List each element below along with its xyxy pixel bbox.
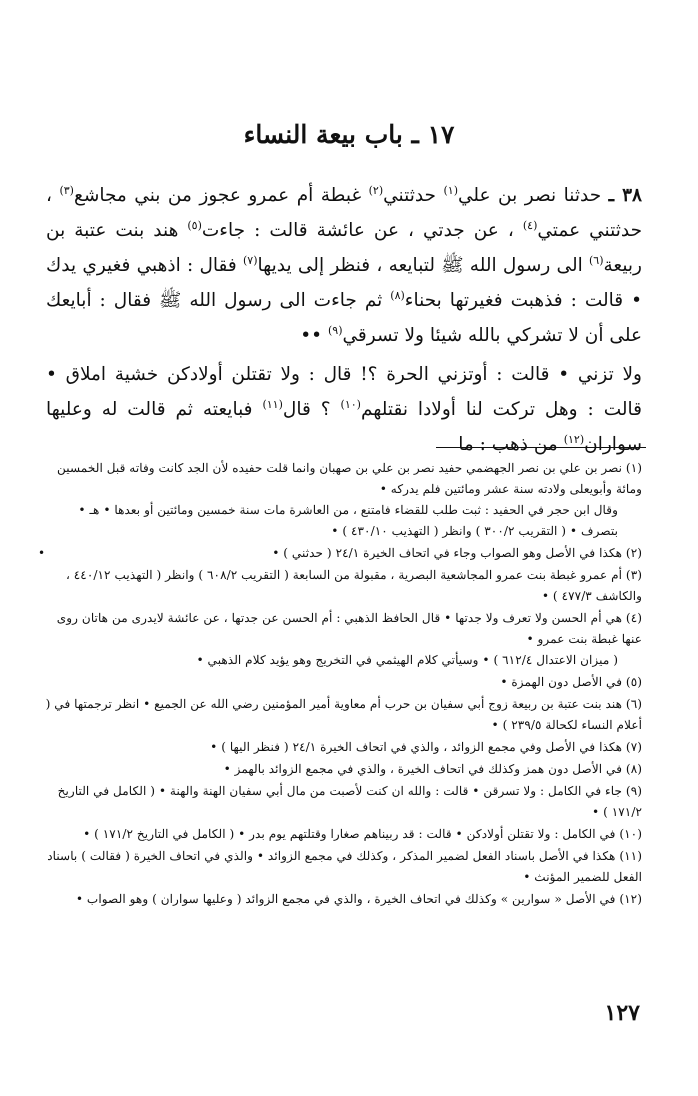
hadith-number: ٣٨ ـ [608, 185, 642, 206]
text-run: الى رسول الله ﷺ لتبايعه ، فنظر إلى يديها [257, 255, 589, 276]
footnote-number: (١١) [615, 849, 642, 863]
footnote-text: هند بنت عتبة بن ربيعة زوج أبي سفيان بن حرب أم معاوية أمير المؤمنين رضي الله عن الجميع • انظر ترجمتها في ( أعلام النساء لكحالة ٢٣٩/٥ ) • [45, 697, 642, 732]
text-run: ولا تزني • قالت : أوتزني الحرة ؟! قال : ولا تقتلن أولادكن خشية املاق • قالت : وهل تركت لنا أولادا نقتلهم [46, 364, 643, 420]
footnote-number: (١) [622, 461, 642, 475]
footnote-text: هكذا في الأصل وفي مجمع الزوائد ، والذي في اتحاف الخيرة ٢٤/١ ( فنظر اليها ) • [210, 740, 623, 754]
footnote [44, 672, 642, 693]
text-run: حدثنا نصر بن علي [457, 185, 602, 206]
text-run: غبطة أم عمرو عجوز من بني مجاشع [73, 185, 369, 206]
text-run: ؟ قال [282, 399, 341, 420]
text-run: ، عن جدتي ، عن عائشة قالت : جاءت [201, 220, 523, 241]
footnote [44, 846, 642, 888]
footnote-ref: (٦) [588, 253, 604, 267]
footnote-text: هكذا في الأصل وهو الصواب وجاء في اتحاف الخيرة ٢٤/١ ( حدثني ) • [272, 546, 623, 560]
footnote-text: ( ميزان الاعتدال ٦١٢/٤ ) • وسيأتي كلام الهيثمي في التخريج وهو يؤيد كلام الذهبي • [196, 653, 618, 667]
footnote-ref: (٧) [242, 253, 258, 267]
footnote-number: (٣) [622, 568, 642, 582]
text-run: ، حدثتني عمتي [46, 185, 643, 241]
footnote-text: في الأصل دون همز وكذلك في اتحاف الخيرة ، والذي في مجمع الزوائد بالهمز • [223, 762, 623, 776]
text-run: حدثتني [383, 185, 444, 206]
footnote [44, 565, 642, 607]
footnote-ref: (٩) [327, 323, 343, 337]
footnote-number: (٧) [622, 740, 642, 754]
footnote-number: (٦) [622, 697, 642, 711]
footnote-ref: (٥) [187, 218, 202, 232]
footnote-ref: (٨) [390, 288, 405, 302]
footnote-text: في الأصل دون الهمزة • [500, 675, 623, 689]
footnote-number: (٥) [622, 675, 642, 689]
footnote [44, 759, 642, 780]
footnote [44, 737, 642, 758]
chapter-title: ١٧ ـ باب بيعة النساء [243, 120, 455, 149]
footnote-ref: (٤) [522, 218, 538, 232]
footnote-number: (٩) [622, 784, 642, 798]
footnote [44, 694, 642, 736]
footnote-ref: (١١) [262, 397, 283, 411]
main-text [46, 178, 642, 462]
footnote-number: (٢) [622, 546, 642, 560]
text-run: فبايعته ثم قالت له وعليها سواران [46, 399, 642, 455]
footnote-divider [436, 447, 646, 448]
footnote-number: (١٢) [615, 892, 642, 906]
footnote [44, 889, 642, 910]
text-run: ثم جاءت الى رسول الله ﷺ فقال : أبايعك على أن لا تشركي بالله شيئا ولا تسرقي [46, 290, 642, 346]
footnotes [38, 458, 642, 911]
text-run: هند بنت عتبة بن ربيعة [46, 220, 642, 276]
footnote [38, 543, 642, 564]
footnote-number: (٨) [622, 762, 642, 776]
paragraph-1 [46, 178, 642, 353]
footnote-text: وقال ابن حجر في الحفيد : ثبت طلب للقضاء فامتنع ، من العاشرة مات سنة خمسين ومائتين أو بعدها • هـ • بتصرف • ( التقريب ٣٠٠/٢ ) وانظر ( التهذيب ٤٣٠/١٠ ) • [78, 503, 618, 538]
footnote-text: جاء في الكامل : ولا تسرقن • قالت : والله ان كنت لأصبت من مال أبي سفيان الهنة والهنة • ( الكامل في التاريخ ١٧١/٢ ) • [57, 784, 642, 819]
footnote-ref: (١) [443, 183, 458, 197]
footnote-ref: (٢) [368, 183, 384, 197]
footnote-text: هي أم الحسن ولا تعرف ولا جدتها • قال الحافظ الذهبي : أم الحسن عن جدتها ، عن عائشة لايدرى من هاتان روى عنها غبطة بنت عمرو • [56, 611, 642, 646]
footnote-number: (١٠) [615, 827, 642, 841]
footnote [44, 824, 642, 845]
footnote-text: في الكامل : ولا تقتلن أولادكن • قالت : قد ربيناهم صغارا وقتلتهم يوم بدر • ( الكامل في التاريخ ١٧١/٢ ) • [83, 827, 616, 841]
text-run: من ذهب : ما [458, 434, 564, 455]
footnote-number: (٤) [622, 611, 642, 625]
page-number: ١٢٧ [604, 1000, 640, 1026]
footnote [44, 608, 642, 671]
margin-marker: • [38, 546, 46, 560]
text-run: فقال : اذهبي فغيري يدك • قالت : فذهبت فغيرتها بحناء [46, 255, 642, 311]
footnote-text: هكذا في الأصل باسناد الفعل لضمير المذكر ، وكذلك في مجمع الزوائد • والذي في اتحاف الخيرة ( فقالت ) باسناد الفعل للضمير المؤنث • [47, 849, 642, 884]
footnote-ref: (٣) [59, 183, 74, 197]
footnote [44, 781, 642, 823]
footnote-text: أم عمرو غبطة بنت عمرو المجاشعية البصرية ، مقبولة من السابعة ( التقريب ٦٠٨/٢ ) وانظر ( التهذيب ٤٤٠/١٢ ، والكاشف ٤٧٧/٣ ) • [65, 568, 642, 603]
footnote-text: نصر بن علي بن نصر الجهضمي حفيد نصر بن علي بن صهبان وانما قلت حفيده لأن الجد كانت وفاته قبل الخمسين ومائة وأبويعلى ولادته سنة عشر ومائتين فلم يدركه • [56, 461, 642, 496]
footnote-text: في الأصل « سوارين » وكذلك في اتحاف الخيرة ، والذي في مجمع الزوائد ( وعليها سواران ) وهو الصواب • [75, 892, 616, 906]
paragraph-1-content [46, 185, 642, 346]
footnote-ref: (١٠) [340, 397, 361, 411]
footnote [44, 458, 642, 542]
text-run: •• [300, 325, 328, 346]
footnote-ref: (١٢) [563, 432, 585, 446]
